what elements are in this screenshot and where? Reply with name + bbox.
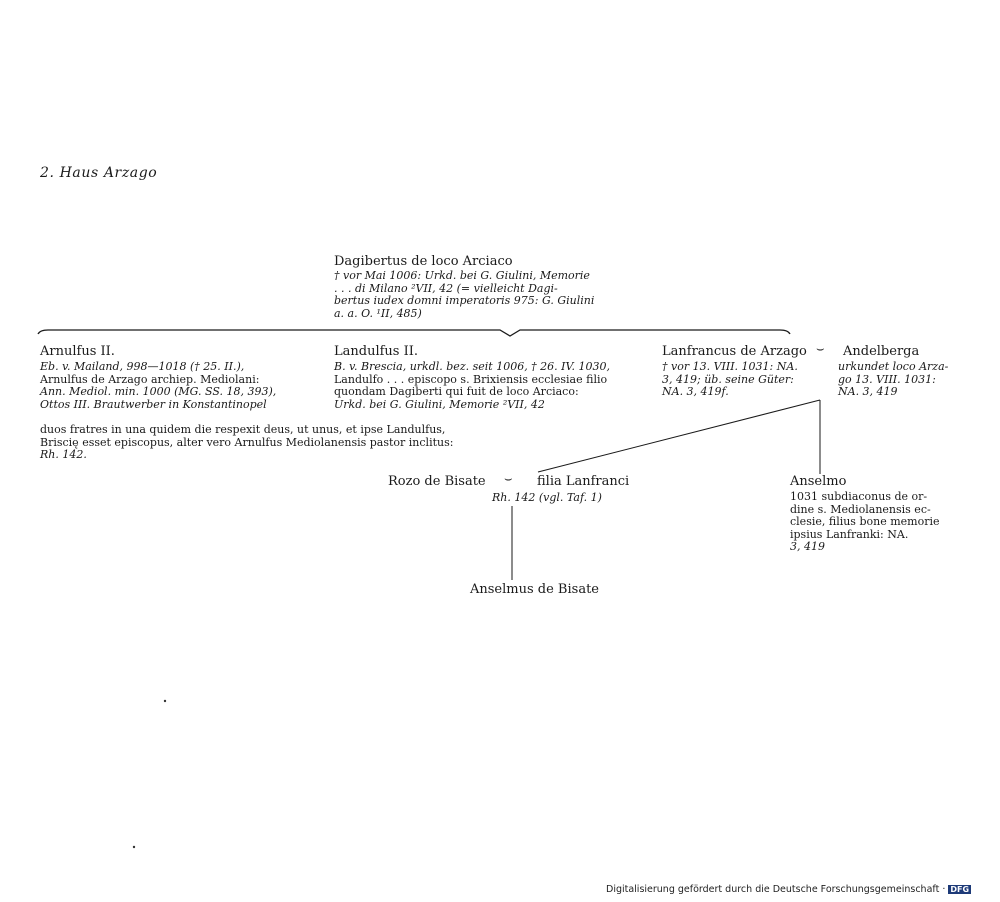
person-andelberga-notes: [838, 361, 948, 399]
note-line: quondam Dagiberti qui fuit de loco Arciaco:: [334, 385, 579, 398]
note-line: . . . di Milano ²VII, 42 (= vielleicht Dagi-: [334, 281, 558, 295]
person-filia-name: filia Lanfranci: [537, 474, 630, 489]
note-line: † vor Mai 1006: Urkd. bei G. Giulini, Memorie: [334, 269, 590, 282]
person-lanfrancus-notes: [662, 361, 798, 399]
note-line: clesie, filius bone memorie: [790, 515, 940, 528]
note-line: Arnulfus de Arzago archiep. Mediolani:: [40, 372, 260, 386]
print-speck: [133, 846, 135, 848]
note-line: Ottos III. Brautwerber in Konstantinopel: [40, 397, 267, 411]
note-line: Eb. v. Mailand, 998—1018 († 25. II.),: [40, 360, 245, 373]
section-title: 2. Haus Arzago: [40, 165, 158, 181]
chronicle-quote: [40, 424, 453, 462]
person-rozo-name: Rozo de Bisate: [388, 474, 486, 489]
note-line: NA. 3, 419: [838, 385, 898, 398]
person-filia-note: Rh. 142 (vgl. Taf. 1): [492, 491, 602, 504]
note-line: Landulfo . . . episcopo s. Brixiensis ecclesiae filio: [334, 372, 608, 386]
person-lanfrancus-name: Lanfrancus de Arzago: [662, 344, 807, 359]
quote-line: Rh. 142.: [40, 448, 87, 461]
note-line: NA. 3, 419f.: [662, 385, 729, 398]
dfg-logo: DFG: [950, 885, 970, 894]
person-anselmus-bisate-name: Anselmus de Bisate: [470, 582, 599, 597]
quote-line: duos fratres in una quidem die respexit deus, ut unus, et ipse Landulfus,: [40, 423, 446, 436]
person-landulfus-name: Landulfus II.: [334, 344, 418, 359]
footer-credit-text: Digitalisierung gefördert durch die Deutsche Forschungsgemeinschaft ·: [606, 884, 946, 895]
person-landulfus-notes: [334, 361, 610, 411]
footer-credit: [606, 884, 971, 895]
siblings-bracket: [38, 330, 790, 336]
note-line: 3, 419: [790, 540, 825, 553]
person-dagibertus-name: Dagibertus de loco Arciaco: [334, 254, 513, 269]
person-andelberga-name: Andelberga: [843, 344, 920, 359]
note-line: urkundet loco Arza-: [838, 360, 949, 373]
person-anselmo-name: Anselmo: [790, 474, 847, 489]
quote-line: Briscię esset episcopus, alter vero Arnulfus Mediolanensis pastor inclitus:: [40, 435, 454, 449]
note-line: Ann. Mediol. min. 1000 (MG. SS. 18, 393),: [40, 385, 277, 398]
person-arnulfus-name: Arnulfus II.: [40, 344, 115, 359]
print-speck: [164, 700, 166, 702]
marriage-symbol: ⌣: [816, 342, 825, 357]
person-dagibertus-notes: [334, 270, 594, 320]
note-line: Urkd. bei G. Giulini, Memorie ²VII, 42: [334, 397, 545, 411]
note-line: dine s. Mediolanensis ec-: [790, 502, 931, 516]
person-anselmo-notes: [790, 491, 940, 554]
note-line: 1031 subdiaconus de or-: [790, 490, 928, 503]
note-line: go 13. VIII. 1031:: [838, 372, 936, 386]
note-line: ipsius Lanfranki: NA.: [790, 527, 909, 541]
note-line: a. a. O. ¹II, 485): [334, 306, 422, 320]
marriage-symbol: ⌣: [504, 472, 513, 487]
person-arnulfus-notes: [40, 361, 276, 411]
note-line: † vor 13. VIII. 1031: NA.: [662, 360, 798, 373]
note-line: bertus iudex domni imperatoris 975: G. Giulini: [334, 294, 595, 307]
note-line: 3, 419; üb. seine Güter:: [662, 372, 794, 386]
note-line: B. v. Brescia, urkdl. bez. seit 1006, † 26. IV. 1030,: [334, 360, 611, 373]
